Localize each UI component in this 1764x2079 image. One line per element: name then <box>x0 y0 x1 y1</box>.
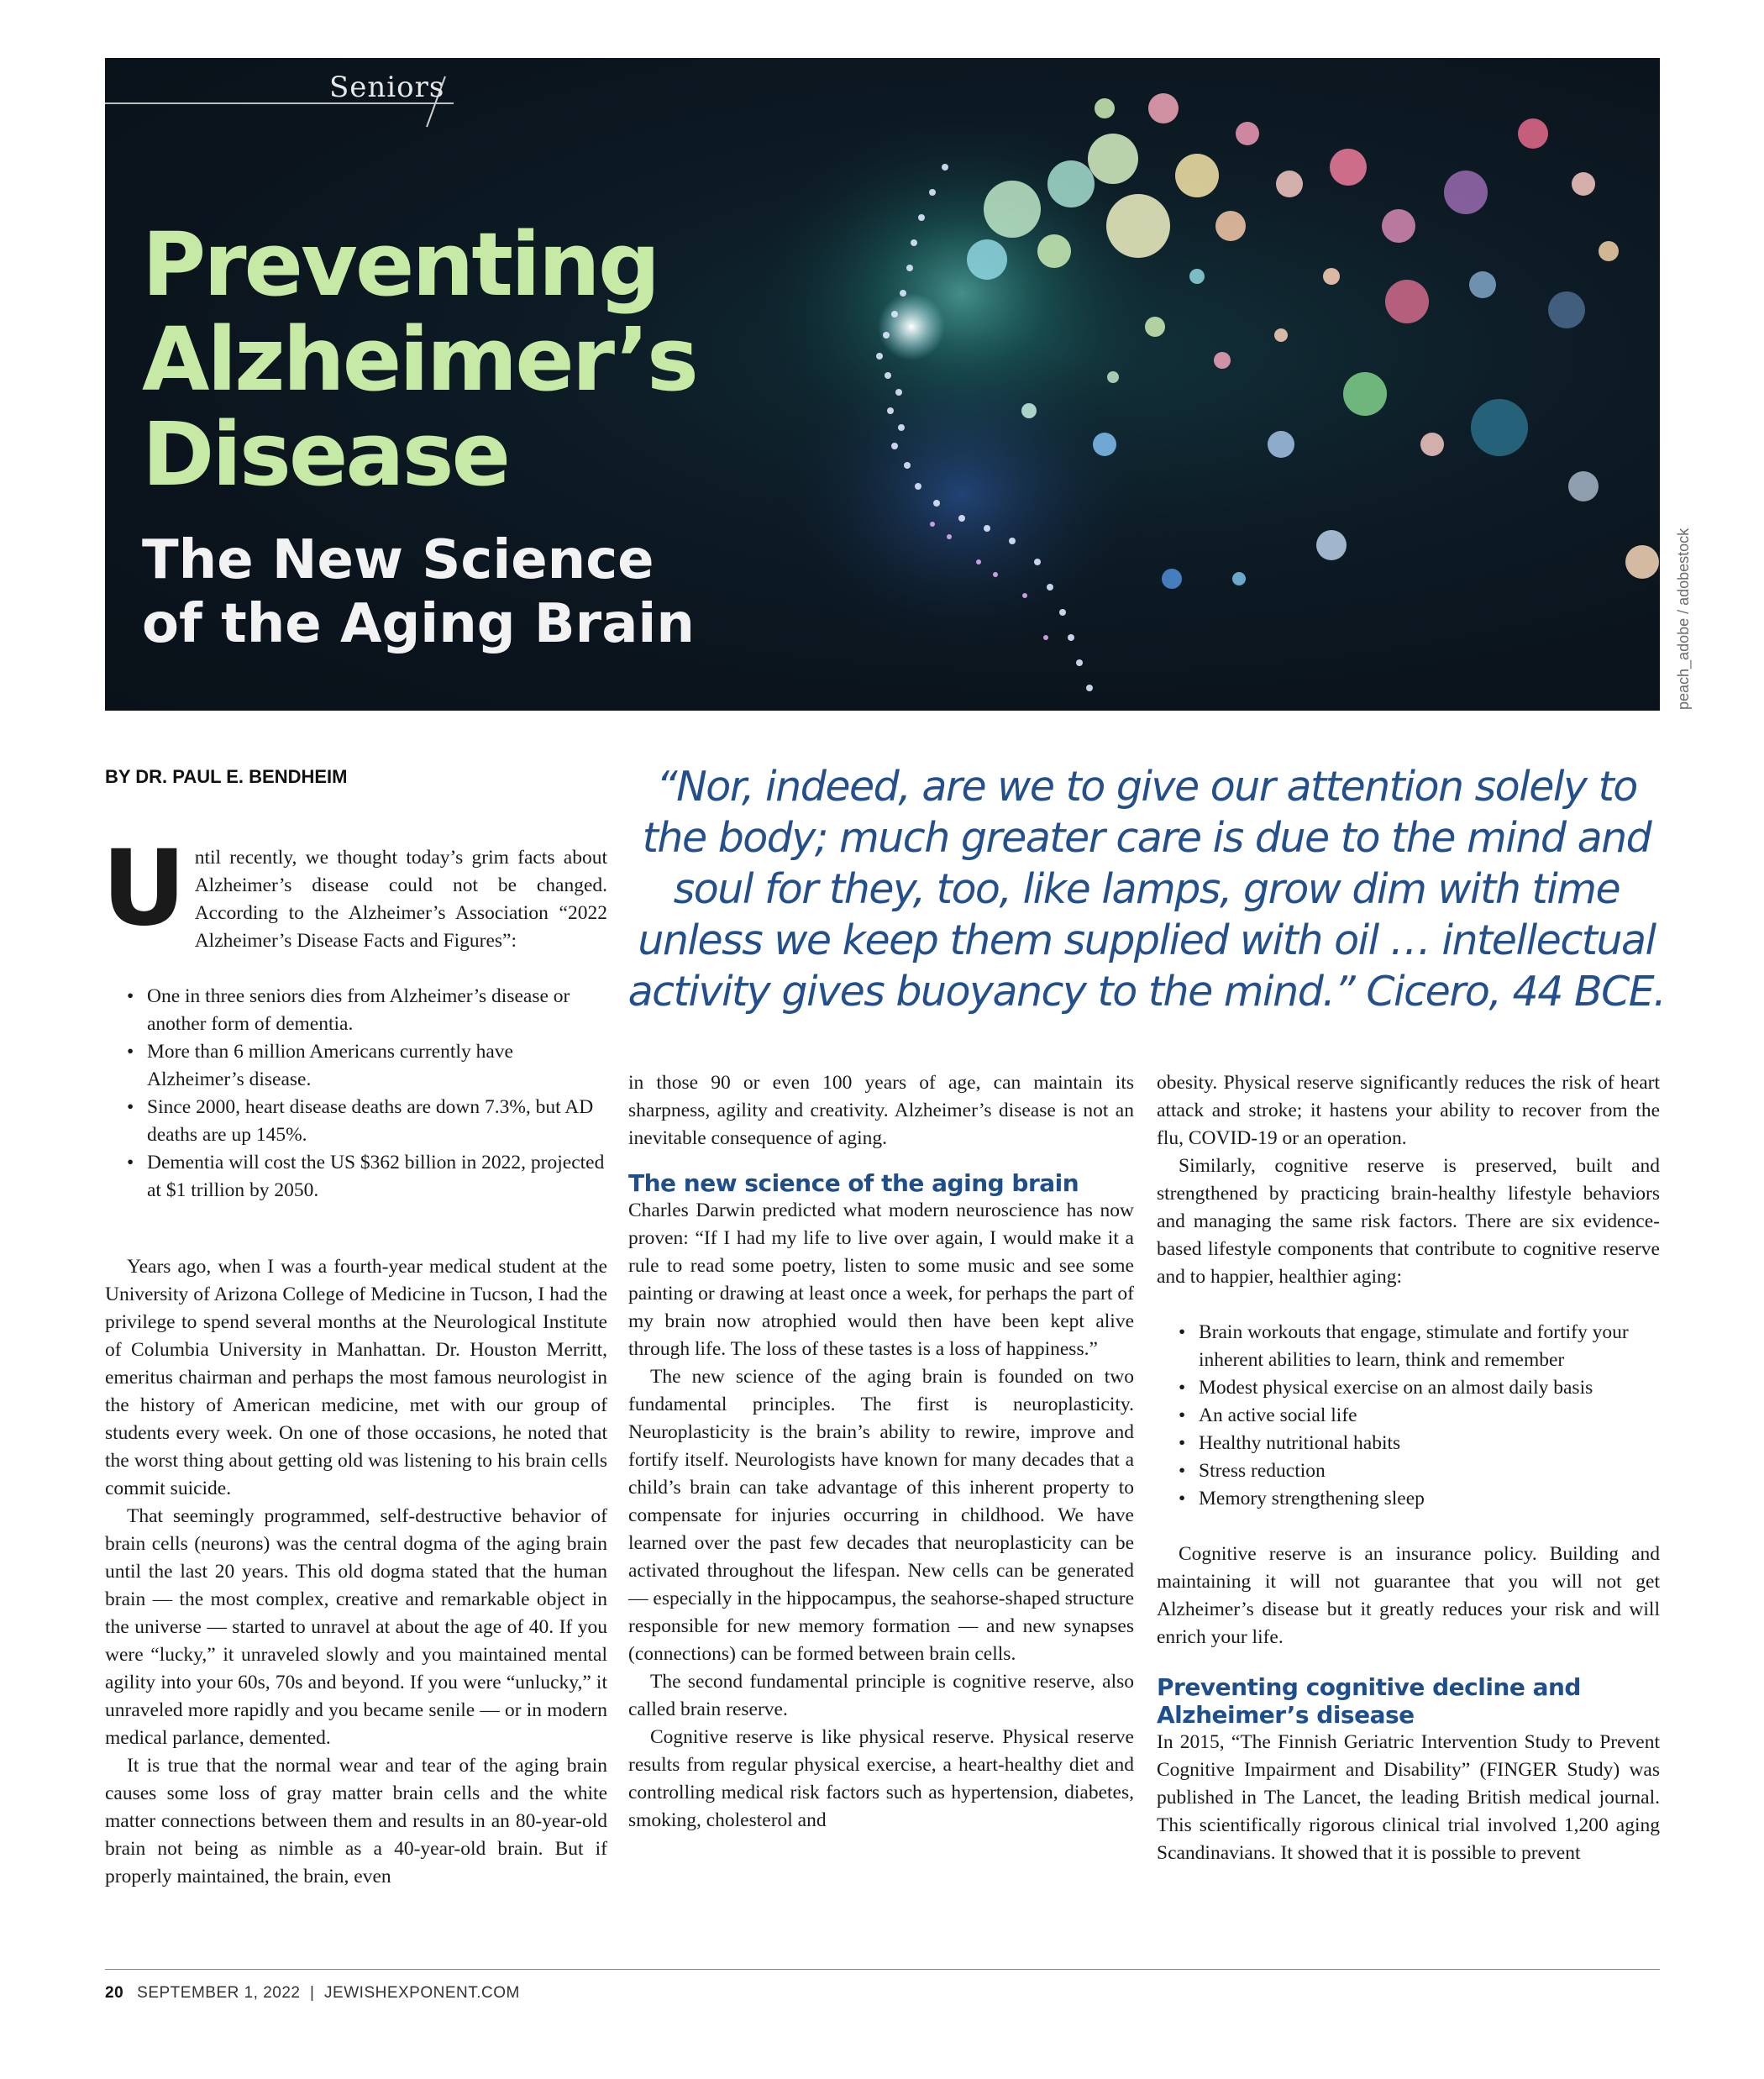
lifestyle-components-list <box>1157 1319 1660 1513</box>
article-subtitle <box>142 528 780 656</box>
title-line: Preventing <box>142 213 659 316</box>
body-paragraph: It is true that the normal wear and tear of the aging brain causes some loss of gray matter brain cells and the white matter connections between them and results in an 80-year-old brain not being as nimble as a 40-year-old brain. But if properly maintained, the brain, even <box>105 1755 607 1887</box>
body-paragraph: obesity. Physical reserve significantly reduces the risk of heart attack and stroke; it hastens your ability to recover from the flu, COVID-19 or an operation. <box>1157 1072 1660 1149</box>
section-heading: Preventing cognitive decline and Alzheimer’s disease <box>1157 1673 1581 1729</box>
component-item: • Modest physical exercise on an almost daily basis <box>1199 1374 1660 1402</box>
component-item: • Brain workouts that engage, stimulate and fortify your inherent abilities to learn, think and remember <box>1199 1319 1660 1374</box>
title-line: Alzheimer’s <box>142 308 696 411</box>
column-3 <box>1157 1069 1660 1867</box>
drop-cap: U <box>102 828 186 949</box>
intro-text: ntil recently, we thought today’s grim facts about Alzheimer’s disease could not be changed. According to the Alzheimer’s Association “2022 Alzheimer’s Disease Facts and Figures”: <box>194 847 607 952</box>
column-2 <box>628 1069 1134 1835</box>
component-item: • Healthy nutritional habits <box>1199 1430 1660 1457</box>
fact-item: • Dementia will cost the US $362 billion in 2022, projected at $1 trillion by 2050. <box>147 1149 607 1205</box>
subtitle-line: The New Science <box>142 529 654 591</box>
footer-rule <box>105 1969 1660 1970</box>
body-paragraph: The second fundamental principle is cognitive reserve, also called brain reserve. <box>628 1671 1134 1720</box>
fact-item: • Since 2000, heart disease deaths are down 7.3%, but AD deaths are up 145%. <box>147 1094 607 1149</box>
photo-credit: peach_adobe / adobestock <box>1675 528 1692 710</box>
body-paragraph: That seemingly programmed, self-destructive behavior of brain cells (neurons) was the central dogma of the aging brain until the last 20 years. This old dogma stated that the human brain — the most complex, creative and remarkable object in the universe — started to unravel at about the age of 40. If you were “lucky,” it unraveled slowly and you maintained mental agility into your 60s, 70s and beyond. If you were “unlucky,” it unraveled more rapidly and you became senile — or in modern medical parlance, demented. <box>105 1505 607 1749</box>
intro-paragraph <box>102 828 607 955</box>
pull-quote: “Nor, indeed, are we to give our attention solely to the body; much greater care is due to the mind and soul for they, too, like lamps, grow dim with time unless we keep them supplied with oil … intellectual activity gives buoyancy to the mind.” Cicero, 44 BCE. <box>627 763 1666 1016</box>
body-paragraph: Similarly, cognitive reserve is preserved, built and strengthened by practicing brain-healthy lifestyle behaviors and managing the same risk factors. There are six evidence-based lifestyle components that contribute to cognitive reserve and to happier, healthier aging: <box>1157 1155 1660 1288</box>
subtitle-line: of the Aging Brain <box>142 593 695 655</box>
facts-list <box>105 983 607 1205</box>
body-paragraph: Charles Darwin predicted what modern neuroscience has now proven: “If I had my life to live over again, I would make it a rule to read some poetry, listen to some music and see some painting or drawing at least once a week, for perhaps the part of my brain now atrophied would then have been kept alive through life. The loss of these tastes is a loss of happiness.” <box>628 1200 1134 1360</box>
body-paragraph: Years ago, when I was a fourth-year medical student at the University of Arizona College of Medicine in Tucson, I had the privilege to spend several months at the Neurological Institute of Columbia University in Manhattan. Dr. Houston Merritt, emeritus chairman and perhaps the most famous neurologist in the history of American medicine, met with our group of students every week. On one of those occasions, he noted that the worst thing about getting old was listening to his brain cells commit suicide. <box>105 1256 607 1499</box>
footer-info: SEPTEMBER 1, 2022 | JEWISHEXPONENT.COM <box>137 1984 520 2002</box>
article-title <box>142 213 831 506</box>
body-paragraph: Cognitive reserve is an insurance policy. Building and maintaining it will not guarantee that you will not get Alzheimer’s disease but it greatly reduces your risk and will enrich your life. <box>1157 1543 1660 1648</box>
column-1 <box>102 828 607 1891</box>
body-paragraph: In 2015, “The Finnish Geriatric Intervention Study to Prevent Cognitive Impairment and Disability” (FINGER Study) was published in The Lancet, the leading British medical journal. This scientifically rigorous clinical trial involved 1,200 aging Scandinavians. It showed that it is possible to prevent <box>1157 1731 1660 1864</box>
component-item: • Stress reduction <box>1199 1457 1660 1485</box>
page-footer <box>105 1984 520 2003</box>
byline: BY DR. PAUL E. BENDHEIM <box>105 766 348 787</box>
body-paragraph: The new science of the aging brain is founded on two fundamental principles. The first is neuroplasticity. Neuroplasticity is the brain’s ability to rewire, improve and fortify itself. Neurologists have known for many decades that a child’s brain can take advantage of this inherent property to compensate for injuries occurring in childhood. We have learned over the past few decades that neuroplasticity can be activated throughout the lifespan. New cells can be generated — especially in the hippocampus, the seahorse-shaped structure responsible for new memory formation — and new synapses (connections) can be formed between brain cells. <box>628 1366 1134 1665</box>
body-paragraph: in those 90 or even 100 years of age, can maintain its sharpness, agility and creativity. Alzheimer’s disease is not an inevitable consequence of aging. <box>628 1072 1134 1149</box>
section-tag: Seniors <box>329 71 445 104</box>
page-number: 20 <box>105 1984 124 2002</box>
component-item: • Memory strengthening sleep <box>1199 1485 1660 1513</box>
hero-banner <box>105 58 1660 711</box>
fact-item: • More than 6 million Americans currently have Alzheimer’s disease. <box>147 1038 607 1094</box>
body-paragraph: Cognitive reserve is like physical reserve. Physical reserve results from regular physical exercise, a heart-healthy diet and controlling medical risk factors such as hypertension, diabetes, smoking, cholesterol and <box>628 1726 1134 1831</box>
fact-item: • One in three seniors dies from Alzheimer’s disease or another form of dementia. <box>147 983 607 1038</box>
section-heading: The new science of the aging brain <box>628 1169 1079 1197</box>
component-item: • An active social life <box>1199 1402 1660 1430</box>
title-line: Disease <box>142 403 509 506</box>
